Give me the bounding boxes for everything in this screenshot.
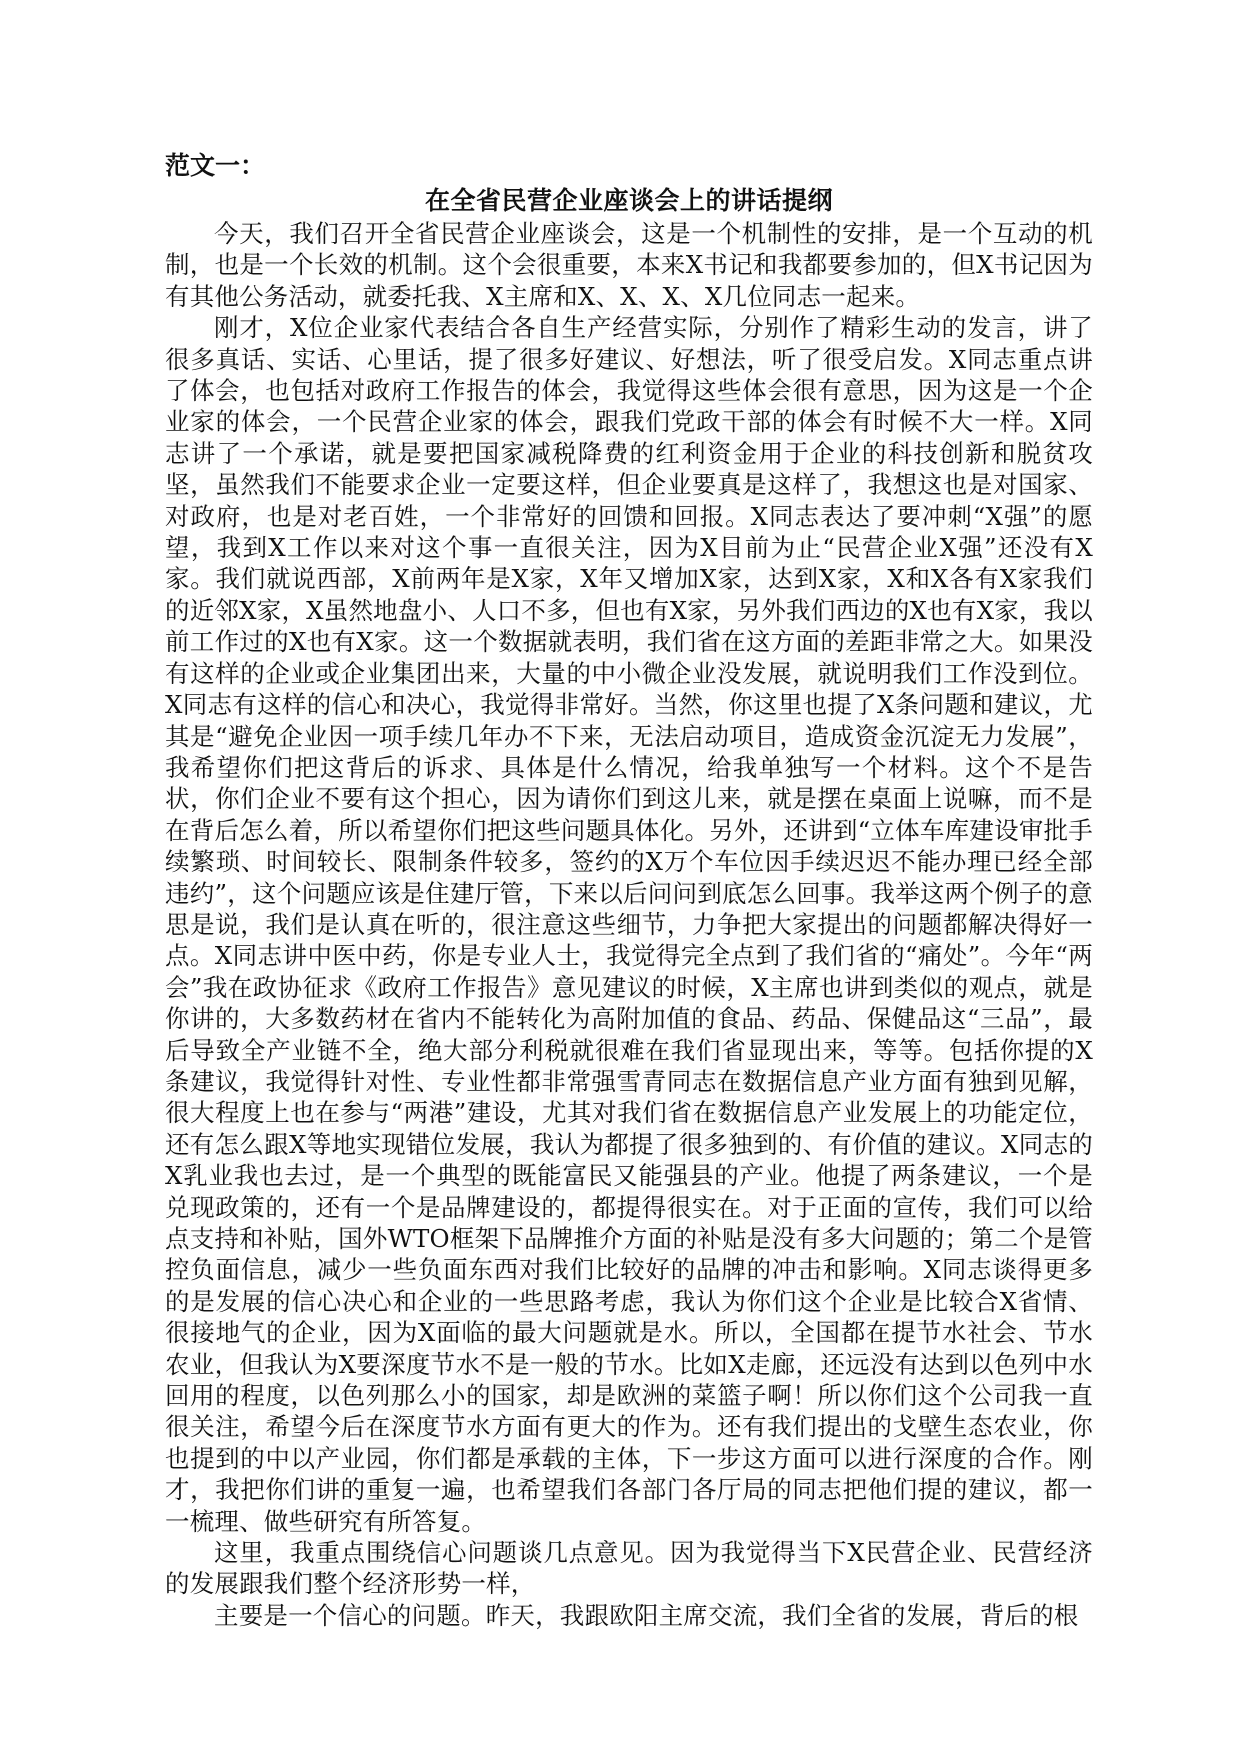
paragraph-confidence-main: 主要是一个信心的问题。昨天，我跟欧阳主席交流，我们全省的发展，背后的根 [214, 1600, 1079, 1630]
paragraph-feedback: 刚才，X位企业家代表结合各自生产经营实际，分别作了精彩生动的发言，讲了很多真话、实话、心里话，提了很多好建议、好想法，听了很受启发。X同志重点讲了体会，也包括对政府工作报告的体会，我觉得这些体会很有意思，因为这是一个企业家的体会，一个民营企业家的体会，跟我们党政干部的体会有时候不大一样。X同志讲了一个承诺，就是要把国家减税降费的红利资金用于企业的科技创新和脱贫攻坚，虽然我们不能要求企业一定要这样，但企业要真是这样了，我想这也是对国家、对政府，也是对老百姓，一个非常好的回馈和回报。X同志表达了要冲刺“X强”的愿望，我到X工作以来对这个事一直很关注，因为X目前为止“民营企业X强”还没有X家。我们就说西部，X前两年是X家，X年又增加X家，达到X家，X和X各有X家我们的近邻X家，X虽然地盘小、人口不多，但也有X家，另外我们西边的X也有X家，我以前工作过的X也有X家。这一个数据就表明，我们省在这方面的差距非常之大。如果没有这样的企业或企业集团出来，大量的中小微企业没发展，就说明我们工作没到位。X同志有这样的信心和决心，我觉得非常好。当然，你这里也提了X条问题和建议，尤其是“避免企业因一项手续几年办不下来，无法启动项目，造成资金沉淀无力发展”，我希望你们把这背后的诉求、具体是什么情况，给我单独写一个材料。这个不是告状，你们企业不要有这个担心，因为请你们到这儿来，就是摆在桌面上说嘛，而不是在背后怎么着，所以希望你们把这些问题具体化。另外，还讲到“立体车库建设审批手续繁琐、时间较长、限制条件较多，签约的X万个车位因手续迟迟不能办理已经全部违约”，这个问题应该是住建厅管，下来以后问问到底怎么回事。我举这两个例子的意思是说，我们是认真在听的，很注意这些细节，力争把大家提出的问题都解决得好一点。X同志讲中医中药，你是专业人士，我觉得完全点到了我们省的“痛处”。今年“两会”我在政协征求《政府工作报告》意见建议的时候，X主席也讲到类似的观点，就是你讲的，大多数药材在省内不能转化为高附加值的食品、药品、保健品这“三品”，最后导致全产业链不全，绝大部分利税就很难在我们省显现出来，等等。包括你提的X条建议，我觉得针对性、专业性都非常强雪青同志在数据信息产业方面有独到见解，很大程度上也在参与“两港”建设，尤其对我们省在数据信息产业发展上的功能定位，还有怎么跟X等地实现错位发展，我认为都提了很多独到的、有价值的建议。X同志的X乳业我也去过，是一个典型的既能富民又能强县的产业。他提了两条建议，一个是兑现政策的，还有一个是品牌建设的，都提得很实在。对于正面的宣传，我们可以给点支持和补贴，国外WTO框架下品牌推介方面的补贴是没有多大问题的；第二个是管控负面信息，减少一些负面东西对我们比较好的品牌的冲击和影响。X同志谈得更多的是发展的信心决心和企业的一些思路考虑，我认为你们这个企业是比较合X省情、很接地气的企业，因为X面临的最大问题就是水。所以，全国都在提节水社会、节水农业，但我认为X要深度节水不是一般的节水。比如X走廊，还远没有达到以色列中水回用的程度，以色列那么小的国家，却是欧洲的菜篮子啊！所以你们这个公司我一直很关注，希望今后在深度节水方面有更大的作为。还有我们提出的戈壁生态农业，你也提到的中以产业园，你们都是承载的主体，下一步这方面可以进行深度的合作。刚才，我把你们讲的重复一遍，也希望我们各部门各厅局的同志把他们提的建议，都一一梳理、做些研究有所答复。 [165, 313, 1094, 1536]
document-title: 在全省民营企业座谈会上的讲话提纲 [424, 186, 833, 215]
paragraph-opening: 今天，我们召开全省民营企业座谈会，这是一个机制性的安排，是一个互动的机制，也是一个长效的机制。这个会很重要，本来X书记和我都要参加的，但X书记因为有其他公务活动，就委托我、X主席和X、X、X、X几位同志一起来。 [165, 219, 1093, 311]
document-page [165, 148, 1093, 1631]
document-label: 范文一： [165, 151, 266, 180]
paragraph-confidence-intro: 这里，我重点围绕信心问题谈几点意见。因为我觉得当下X民营企业、民营经济的发展跟我们整个经济形势一样， [165, 1538, 1093, 1599]
